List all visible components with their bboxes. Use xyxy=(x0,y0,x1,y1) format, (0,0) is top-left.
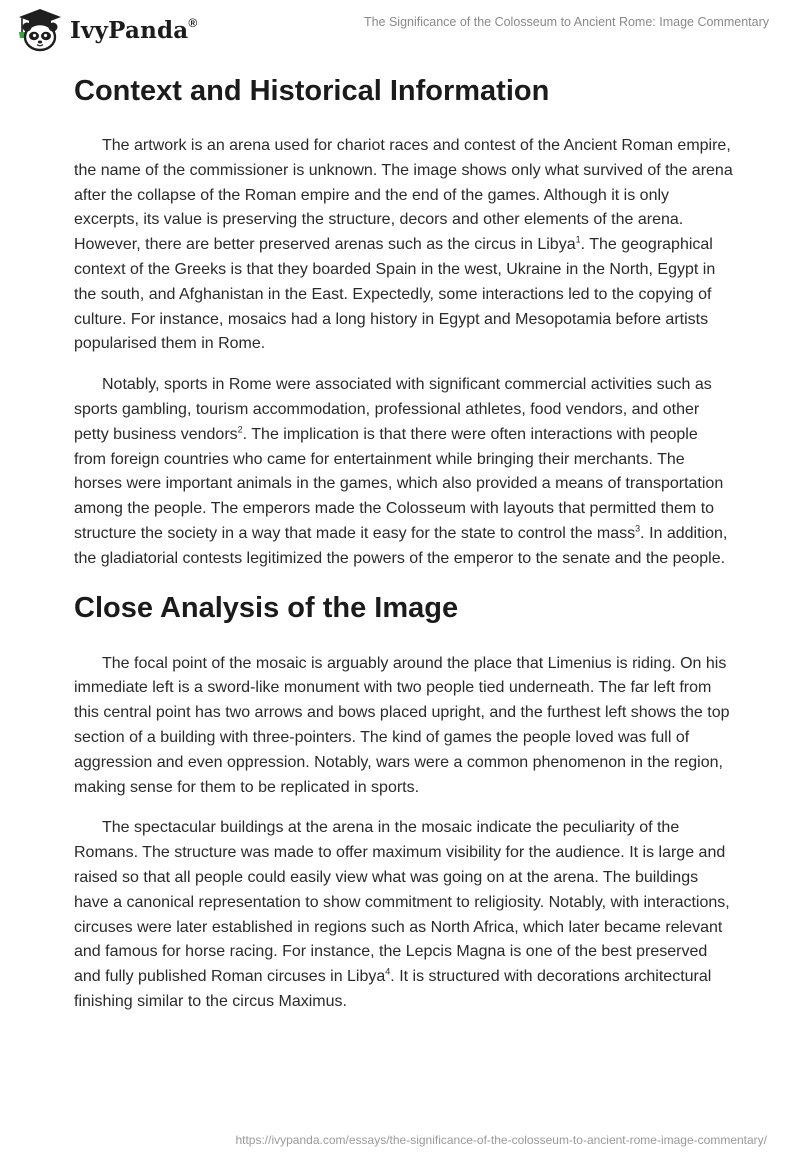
footnote-ref[interactable]: 1 xyxy=(575,234,581,245)
footnote-ref[interactable]: 3 xyxy=(635,523,641,534)
footnote-ref[interactable]: 4 xyxy=(385,966,391,977)
document-title: The Significance of the Colosseum to Ancient Rome: Image Commentary xyxy=(363,15,769,29)
paragraph: The spectacular buildings at the arena in the mosaic indicate the peculiarity of the Romans. The structure was made to offer maximum visibility for the audience. It is large and raised so that all people could easily view what was going on at the arena. The buildings have a canonical representation to show commitment to religiosity. Notably, with interactions, circuses were later established in regions such as North Africa, which later became relevant and famous for horse racing. For instance, the Lepcis Magna is one of the best preserved and fully published Roman circuses in Libya$^4$. It is structured with decorations architectural finishing similar to the circus Maximus. xyxy=(74,819,730,1010)
paragraph: The focal point of the mosaic is arguably around the place that Limenius is riding. On his immediate left is a sword-like monument with two people tied underneath. The far left from this central point has two arrows and bows placed upright, and the furthest left shows the top section of a building with three-pointers. The kind of games the people loved was full of aggression and even oppression. Notably, wars were a common phenomenon in the region, making sense for them to be replicated in sports. xyxy=(74,654,730,796)
essay-body xyxy=(74,70,734,1015)
section-heading-context: Context and Historical Information xyxy=(74,75,550,107)
footnote-ref[interactable]: 2 xyxy=(237,424,243,435)
panda-graduate-icon xyxy=(16,8,64,52)
section-heading-close-analysis: Close Analysis of the Image xyxy=(74,591,459,624)
source-url[interactable]: https://ivypanda.com/essays/the-significance-of-the-colosseum-to-ancient-rome-image-commentary/ xyxy=(235,1133,767,1147)
brand-name: IvyPanda® xyxy=(70,15,198,44)
paragraph: The artwork is an arena used for chariot races and contest of the Ancient Roman empire, the name of the commissioner is unknown. The image shows only what survived of the arena after the collapse of the Roman empire and the end of the games. Although it is only excerpts, its value is preserving the structure, decors and other elements of the arena. However, there are better preserved arenas such as the circus in Libya$^1$. The geographical context of the Greeks is that they boarded Spain in the west, Ukraine in the North, Egypt in the south, and Afghanistan in the East. Expectedly, some interactions led to the copying of culture. For instance, mosaics had a long history in Egypt and Mesopotamia before artists popularised them in Rome. xyxy=(74,137,733,353)
paragraph: Notably, sports in Rome were associated with significant commercial activities such as sports gambling, tourism accommodation, professional athletes, food vendors, and other petty business vendors$^2$. The implication is that there were often interactions with people from foreign countries who came for entertainment while bringing their merchants. The horses were important animals in the games, which also provided a means of transportation among the people. The emperors made the Colosseum with layouts that permitted them to structure the society in a way that made it easy for the state to control the mass$^3$. In addition, the gladiatorial contests legitimized the powers of the emperor to the senate and the people. xyxy=(74,376,728,567)
page-header xyxy=(0,0,800,60)
ivypanda-logo[interactable] xyxy=(16,8,197,52)
